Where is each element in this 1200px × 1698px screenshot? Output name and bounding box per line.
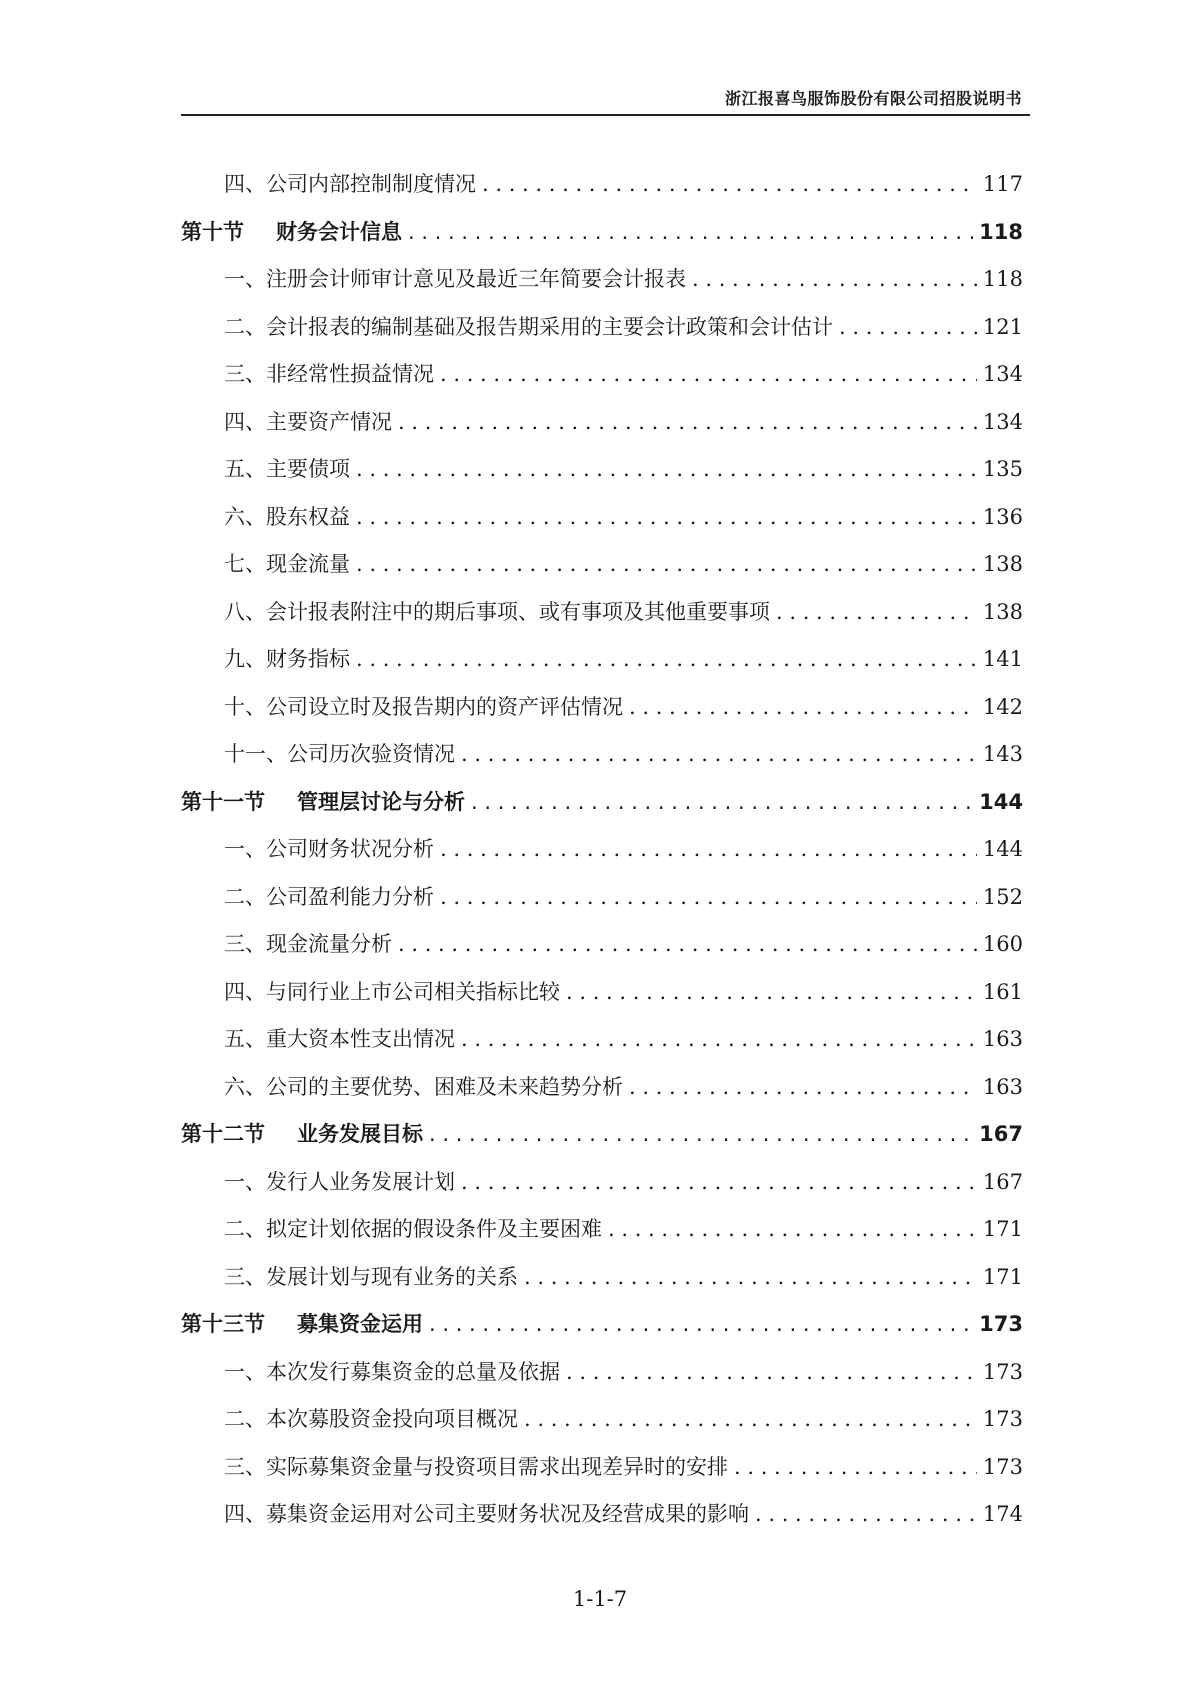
- toc-section-label: 业务发展目标: [297, 1122, 423, 1146]
- toc-page-number: 173: [979, 1312, 1023, 1336]
- toc-entry-title: 二、本次募股资金投向项目概况: [224, 1407, 518, 1431]
- toc-item-row[interactable]: [181, 1451, 1023, 1499]
- toc-item-row[interactable]: [181, 596, 1023, 644]
- toc-item-row[interactable]: [181, 168, 1023, 216]
- dot-leader: [566, 980, 977, 1004]
- toc-item-row[interactable]: [181, 311, 1023, 359]
- toc-item-row[interactable]: [181, 548, 1023, 596]
- toc-item-row[interactable]: [181, 833, 1023, 881]
- toc-section-number: 第十三节: [181, 1312, 265, 1336]
- toc-item-row[interactable]: [181, 263, 1023, 311]
- dot-leader: [356, 457, 977, 481]
- toc-section-number: 第十一节: [181, 789, 265, 814]
- dot-leader: [408, 220, 973, 244]
- toc-entry-title: 三、发展计划与现有业务的关系: [224, 1264, 518, 1289]
- toc-item-row[interactable]: [181, 358, 1023, 406]
- toc-item-row[interactable]: [181, 1356, 1023, 1404]
- dot-leader: [629, 695, 977, 719]
- dot-leader: [356, 647, 977, 671]
- toc-entry-title: 三、现金流量分析: [224, 932, 392, 956]
- dot-leader: [471, 790, 973, 814]
- toc-section-row[interactable]: [181, 216, 1023, 264]
- dot-leader: [608, 1217, 977, 1241]
- toc-entry-title: 四、与同行业上市公司相关指标比较: [224, 979, 560, 1004]
- toc-item-row[interactable]: [181, 1071, 1023, 1119]
- dot-leader: [461, 742, 977, 766]
- toc-entry-title: 一、注册会计师审计意见及最近三年简要会计报表: [224, 267, 686, 291]
- dot-leader: [398, 932, 977, 956]
- toc-section-label: 募集资金运用: [297, 1312, 423, 1336]
- toc-page-number: 118: [982, 267, 1023, 291]
- toc-item-row[interactable]: [181, 928, 1023, 976]
- table-of-contents: [181, 168, 1023, 1546]
- toc-page-number: 144: [982, 837, 1023, 861]
- dot-leader: [356, 552, 977, 576]
- dot-leader: [524, 1265, 977, 1289]
- toc-entry-title: 七、现金流量: [224, 552, 350, 576]
- toc-item-row[interactable]: [181, 1166, 1023, 1214]
- toc-entry-title: [181, 216, 402, 246]
- toc-section-row[interactable]: [181, 786, 1023, 834]
- toc-section-label: 财务会计信息: [276, 219, 402, 244]
- toc-item-row[interactable]: [181, 1213, 1023, 1261]
- dot-leader: [440, 837, 977, 861]
- toc-page-number: 143: [982, 742, 1023, 766]
- dot-leader: [429, 1122, 973, 1146]
- toc-item-row[interactable]: [181, 453, 1023, 501]
- toc-page-number: 163: [982, 1074, 1023, 1099]
- toc-item-row[interactable]: [181, 1023, 1023, 1071]
- dot-leader: [566, 1360, 977, 1384]
- toc-item-row[interactable]: [181, 406, 1023, 454]
- toc-entry-title: [181, 786, 465, 816]
- dot-leader: [398, 410, 977, 434]
- toc-page-number: 161: [982, 979, 1023, 1004]
- toc-page-number: 138: [982, 552, 1023, 576]
- dot-leader: [776, 600, 977, 624]
- toc-entry-title: 三、非经常性损益情况: [224, 362, 434, 386]
- toc-page-number: 138: [982, 599, 1023, 624]
- page-header: [181, 84, 1030, 116]
- toc-page-number: 167: [979, 1122, 1023, 1146]
- toc-section-number: 第十节: [181, 219, 244, 244]
- toc-page-number: 134: [982, 409, 1023, 434]
- toc-page-number: 144: [979, 789, 1023, 814]
- toc-entry-title: 五、重大资本性支出情况: [224, 1027, 455, 1051]
- toc-page-number: 163: [982, 1027, 1023, 1051]
- toc-page-number: 135: [982, 457, 1023, 481]
- toc-page-number: 167: [982, 1169, 1023, 1194]
- toc-page-number: 160: [982, 932, 1023, 956]
- toc-entry-title: [181, 1308, 423, 1338]
- toc-item-row[interactable]: [181, 501, 1023, 549]
- dot-leader: [440, 885, 977, 909]
- dot-leader: [461, 1170, 977, 1194]
- toc-entry-title: 四、主要资产情况: [224, 409, 392, 434]
- toc-entry-title: 一、公司财务状况分析: [224, 837, 434, 861]
- toc-item-row[interactable]: [181, 976, 1023, 1024]
- toc-page-number: 173: [982, 1454, 1023, 1479]
- toc-item-row[interactable]: [181, 1261, 1023, 1309]
- toc-page-number: 134: [982, 362, 1023, 386]
- toc-entry-title: 四、公司内部控制制度情况: [224, 172, 476, 196]
- toc-entry-title: 二、公司盈利能力分析: [224, 884, 434, 909]
- toc-entry-title: 六、股东权益: [224, 504, 350, 529]
- toc-item-row[interactable]: [181, 643, 1023, 691]
- toc-item-row[interactable]: [181, 881, 1023, 929]
- toc-page-number: 121: [982, 314, 1023, 339]
- toc-entry-title: 六、公司的主要优势、困难及未来趋势分析: [224, 1074, 623, 1099]
- dot-leader: [461, 1027, 977, 1051]
- document-title: 浙江报喜鸟服饰股份有限公司招股说明书: [724, 89, 1022, 108]
- toc-page-number: 117: [982, 172, 1023, 196]
- toc-entry-title: 十一、公司历次验资情况: [224, 742, 455, 766]
- toc-entry-title: [181, 1118, 423, 1148]
- dot-leader: [734, 1455, 977, 1479]
- toc-page-number: 173: [982, 1407, 1023, 1431]
- toc-section-label: 管理层讨论与分析: [297, 789, 465, 814]
- toc-item-row[interactable]: [181, 1498, 1023, 1546]
- toc-item-row[interactable]: [181, 1403, 1023, 1451]
- dot-leader: [482, 172, 977, 196]
- toc-entry-title: 一、发行人业务发展计划: [224, 1169, 455, 1194]
- toc-entry-title: 一、本次发行募集资金的总量及依据: [224, 1359, 560, 1384]
- dot-leader: [429, 1312, 973, 1336]
- dot-leader: [356, 505, 977, 529]
- toc-page-number: 171: [982, 1264, 1023, 1289]
- toc-entry-title: 四、募集资金运用对公司主要财务状况及经营成果的影响: [224, 1502, 749, 1526]
- toc-page-number: 141: [982, 647, 1023, 671]
- toc-item-row[interactable]: [181, 738, 1023, 786]
- dot-leader: [440, 362, 977, 386]
- toc-entry-title: 二、拟定计划依据的假设条件及主要困难: [224, 1217, 602, 1241]
- toc-entry-title: 五、主要债项: [224, 457, 350, 481]
- toc-entry-title: 三、实际募集资金量与投资项目需求出现差异时的安排: [224, 1454, 728, 1479]
- dot-leader: [629, 1075, 977, 1099]
- toc-section-number: 第十二节: [181, 1122, 265, 1146]
- toc-entry-title: 九、财务指标: [224, 647, 350, 671]
- toc-entry-title: 二、会计报表的编制基础及报告期采用的主要会计政策和会计估计: [224, 314, 833, 339]
- toc-section-row[interactable]: [181, 1308, 1023, 1356]
- page-number: 1-1-7: [572, 1587, 628, 1611]
- toc-entry-title: 八、会计报表附注中的期后事项、或有事项及其他重要事项: [224, 599, 770, 624]
- toc-page-number: 152: [982, 884, 1023, 909]
- toc-page-number: 171: [982, 1217, 1023, 1241]
- toc-page-number: 174: [982, 1502, 1023, 1526]
- toc-page-number: 118: [979, 219, 1023, 244]
- toc-entry-title: 十、公司设立时及报告期内的资产评估情况: [224, 694, 623, 719]
- toc-item-row[interactable]: [181, 691, 1023, 739]
- dot-leader: [755, 1502, 977, 1526]
- dot-leader: [839, 315, 977, 339]
- toc-page-number: 142: [982, 694, 1023, 719]
- toc-section-row[interactable]: [181, 1118, 1023, 1166]
- toc-page-number: 173: [982, 1359, 1023, 1384]
- dot-leader: [692, 267, 977, 291]
- dot-leader: [524, 1407, 977, 1431]
- toc-page-number: 136: [982, 504, 1023, 529]
